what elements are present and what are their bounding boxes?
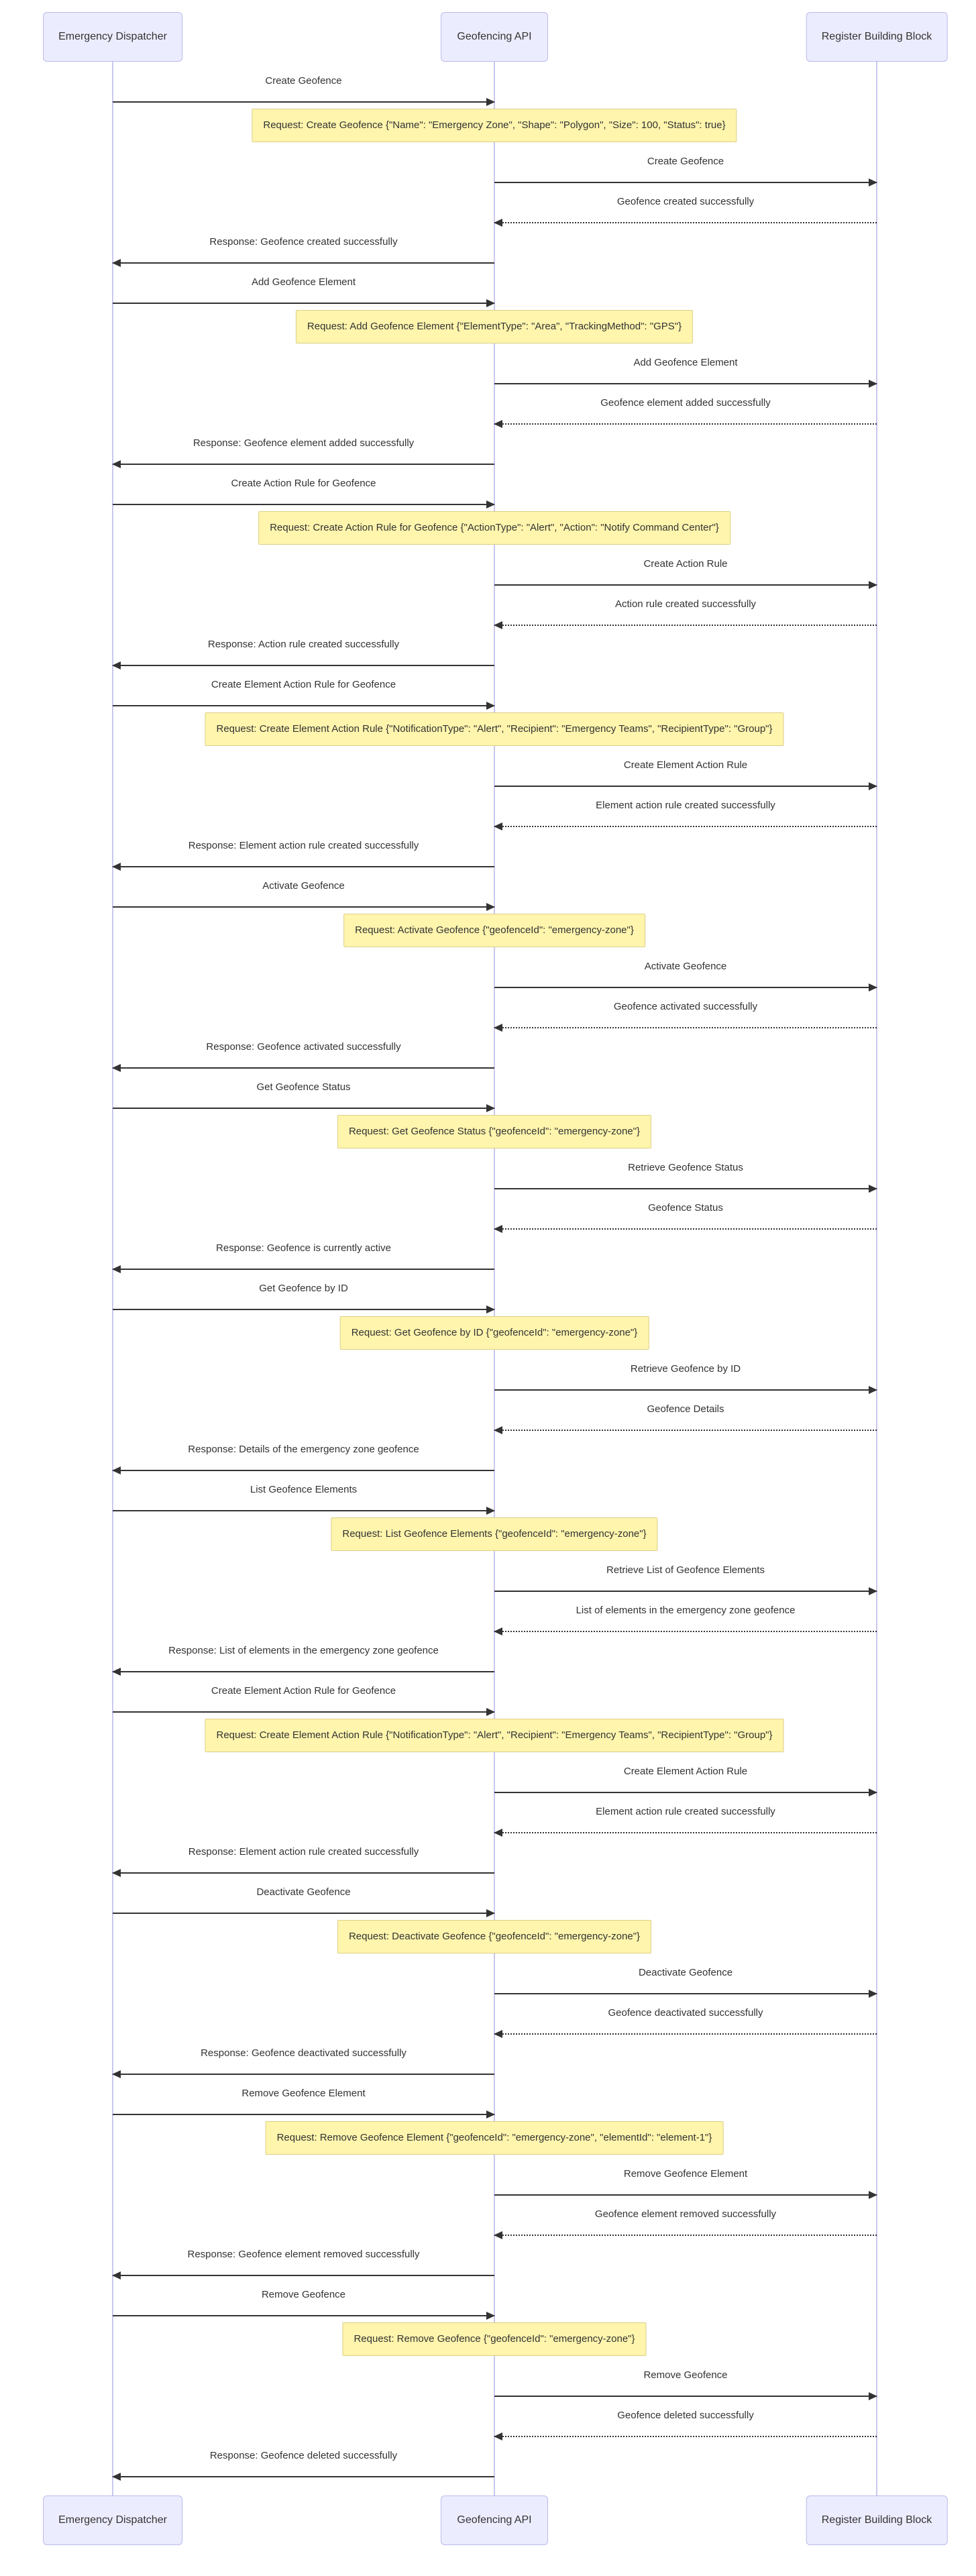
message-label: Get Geofence by ID [259,1283,348,1294]
message-row [0,1470,976,1511]
note: Request: Create Geofence {"Name": "Emergency Zone", "Shape": "Polygon", "Size": 100, "Status": true} [252,109,737,142]
message-row [0,1229,976,1269]
message-row [0,2436,976,2477]
note-row [0,706,976,746]
message-label: Response: Geofence element added successfully [193,437,415,449]
note-row [0,1511,976,1551]
message-label: Response: Element action rule created successfully [188,840,419,851]
message-label: Response: Geofence deactivated successfully [201,2047,406,2059]
message-label: Retrieve Geofence by ID [630,1363,741,1375]
message-label: Remove Geofence [643,2369,728,2381]
message-label: Activate Geofence [262,880,345,892]
message-label: Response: Action rule created successfully [207,639,400,650]
message-label: Deactivate Geofence [638,1967,733,1978]
message-label: Response: Geofence created successfully [209,236,398,248]
message-row [0,2034,976,2074]
message-row [0,1953,976,1994]
note: Request: Deactivate Geofence {"geofenceId": "emergency-zone"} [337,1920,651,1953]
message-label: Response: Details of the emergency zone geofence [188,1444,419,1455]
message-label: Activate Geofence [644,961,727,972]
message-row [0,263,976,303]
message-label: Response: Geofence activated successfully [206,1041,401,1053]
message-label: Action rule created successfully [614,598,757,610]
message-label: Create Element Action Rule for Geofence [211,679,396,690]
arrow-solid-left [113,2476,494,2477]
message-row [0,1350,976,1390]
note-row [0,907,976,947]
note-row [0,1108,976,1148]
message-label: Geofence activated successfully [613,1001,758,1012]
actor-register-building-block-top: Register Building Block [806,12,948,62]
message-row [0,826,976,867]
message-row [0,142,976,182]
message-label: Response: Geofence is currently active [216,1242,391,1254]
actor-geofencing-api-top: Geofencing API [441,12,548,62]
note-row [0,303,976,343]
message-label: Response: Element action rule created successfully [188,1846,419,1858]
message-row [0,1873,976,1913]
note: Request: Create Action Rule for Geofence {"ActionType": "Alert", "Action": "Notify Command Center"} [258,511,730,545]
message-label: Get Geofence Status [256,1081,351,1093]
message-row [0,2356,976,2396]
note-row [0,1913,976,1953]
note: Request: List Geofence Elements {"geofenceId": "emergency-zone"} [331,1517,657,1551]
note: Request: Get Geofence Status {"geofenceId": "emergency-zone"} [337,1115,651,1148]
message-label: Geofence created successfully [616,196,755,207]
message-row [0,2275,976,2316]
message-row [0,343,976,384]
note: Request: Get Geofence by ID {"geofenceId": "emergency-zone"} [340,1316,649,1350]
message-row [0,1994,976,2034]
actor-geofencing-api-bottom: Geofencing API [441,2496,548,2545]
note-row [0,2114,976,2155]
message-row [0,2396,976,2436]
message-row [0,1591,976,1631]
message-label: Geofence element added successfully [600,397,771,409]
message-row [0,665,976,706]
message-label: List of elements in the emergency zone geofence [576,1605,796,1616]
note: Request: Create Element Action Rule {"NotificationType": "Alert", "Recipient": "Emergency Teams", "RecipientType": "Group"} [205,1719,783,1752]
note: Request: Create Element Action Rule {"NotificationType": "Alert", "Recipient": "Emergency Teams", "RecipientType": "Group"} [205,712,783,746]
message-row [0,786,976,826]
message-row [0,1833,976,1873]
note: Request: Remove Geofence Element {"geofenceId": "emergency-zone", "elementId": "element-1"} [266,2121,724,2155]
message-row [0,1631,976,1672]
note-row [0,1712,976,1752]
message-label: Geofence element removed successfully [594,2208,777,2220]
message-row [0,62,976,102]
message-label: Remove Geofence Element [241,2088,366,2099]
note: Request: Activate Geofence {"geofenceId": "emergency-zone"} [343,914,645,947]
message-label: Create Element Action Rule [623,759,748,771]
message-rows-container [0,62,976,2477]
message-row [0,1792,976,1833]
message-row [0,2074,976,2114]
message-row [0,867,976,907]
message-label: Create Element Action Rule for Geofence [211,1685,396,1697]
message-row [0,1189,976,1229]
note: Request: Add Geofence Element {"ElementType": "Area", "TrackingMethod": "GPS"} [296,310,693,343]
arrowhead-icon [112,2473,121,2481]
message-label: Response: Geofence deleted successfully [209,2450,398,2461]
message-row [0,384,976,424]
message-row [0,1752,976,1792]
message-label: List Geofence Elements [250,1484,358,1495]
message-row [0,625,976,665]
actor-register-building-block-bottom: Register Building Block [806,2496,948,2545]
note-row [0,2316,976,2356]
message-row [0,2235,976,2275]
message-label: Remove Geofence Element [623,2168,748,2180]
message-label: Create Action Rule [643,558,728,570]
note-row [0,504,976,545]
message-label: Retrieve Geofence Status [628,1162,743,1173]
message-label: Geofence deleted successfully [617,2410,754,2421]
message-row [0,1672,976,1712]
message-row [0,182,976,223]
message-label: Geofence Status [648,1202,723,1214]
message-label: Element action rule created successfully [596,1806,775,1817]
message-label: Add Geofence Element [251,276,356,288]
message-label: Geofence Details [647,1403,724,1415]
message-row [0,1269,976,1309]
message-label: Create Element Action Rule [623,1766,748,1777]
message-label: Remove Geofence [261,2289,346,2300]
message-row [0,424,976,464]
message-label: Response: List of elements in the emergency zone geofence [168,1645,439,1656]
note: Request: Remove Geofence {"geofenceId": "emergency-zone"} [342,2322,646,2356]
message-label: Geofence deactivated successfully [608,2007,763,2019]
message-row [0,947,976,987]
message-label: Response: Geofence element removed successfully [187,2249,420,2260]
actor-emergency-dispatcher-bottom: Emergency Dispatcher [43,2496,182,2545]
message-row [0,987,976,1028]
message-row [0,545,976,585]
note-row [0,1309,976,1350]
message-label: Create Action Rule for Geofence [231,478,376,489]
message-row [0,1068,976,1108]
message-row [0,746,976,786]
message-row [0,585,976,625]
message-row [0,223,976,263]
message-row [0,1430,976,1470]
message-label: Create Geofence [265,75,342,87]
message-row [0,1390,976,1430]
message-row [0,464,976,504]
message-row [0,2155,976,2195]
message-label: Deactivate Geofence [256,1886,351,1898]
message-label: Create Geofence [647,156,724,167]
message-row [0,2195,976,2235]
message-row [0,1148,976,1189]
message-label: Retrieve List of Geofence Elements [606,1564,765,1576]
message-label: Add Geofence Element [633,357,738,368]
message-row [0,1028,976,1068]
message-row [0,1551,976,1591]
actor-emergency-dispatcher-top: Emergency Dispatcher [43,12,182,62]
message-label: Element action rule created successfully [596,800,775,811]
note-row [0,102,976,142]
